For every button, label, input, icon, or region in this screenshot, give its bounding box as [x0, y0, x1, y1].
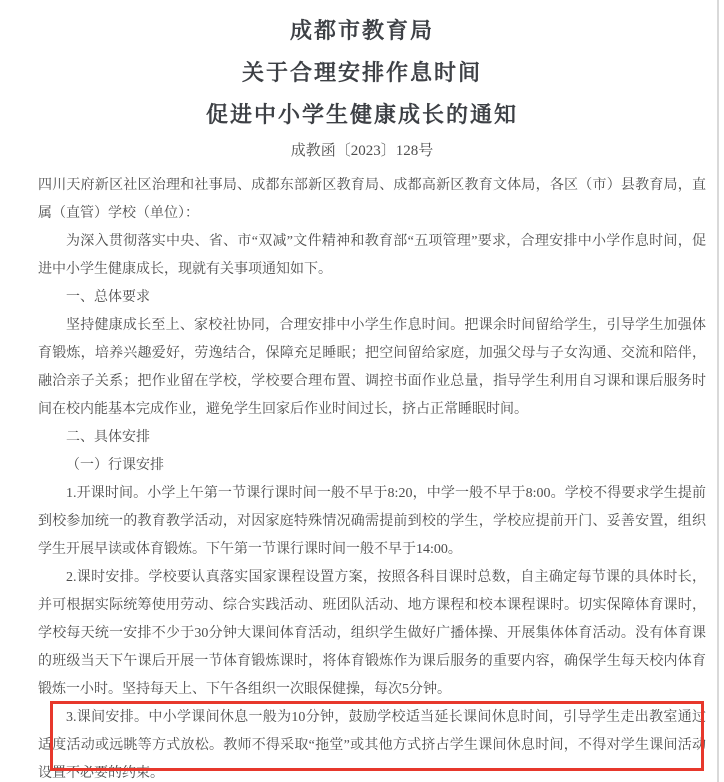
paragraph-recipients: 四川天府新区社区治理和社事局、成都东部新区教育局、成都高新区教育文体局，各区（市）县教育局，直属（直管）学校（单位）： — [38, 178, 706, 221]
doc-title-line-1: 成都市教育局 — [289, 18, 434, 43]
doc-number: 成教函〔2023〕128号 — [290, 143, 434, 159]
heading-class-schedule: （一）行课安排 — [66, 458, 164, 473]
heading-overall-requirements: 一、总体要求 — [66, 290, 150, 305]
page-right-edge-line — [717, 0, 719, 782]
paragraph-break-time-highlighted: 3.课间安排。中小学课间休息一般为10分钟，鼓励学校适当延长课间休息时间，引导学生走出教室通过适度活动或远眺等方式放松。教师不得采取“拖堂”或其他方式挤占学生课间休息时间，不得对学生课间活动设置不必要的约束。 — [38, 710, 706, 781]
paragraph-class-hours: 2.课时安排。学校要认真落实国家课程设置方案，按照各科目课时总数，自主确定每节课的具体时长，并可根据实际统筹使用劳动、综合实践活动、班团队活动、地方课程和校本课程课时。切实保障体育课时，学校每天统一安排不少于30分钟大课间体育活动，组织学生做好广播体操、开展集体体育活动。没有体育课的班级当天下午课后开展一节体育锻炼课时，将体育锻炼作为课后服务的重要内容，确保学生每天校内体育锻炼一小时。坚持每天上、下午各组织一次眼保健操，每次5分钟。 — [38, 570, 706, 697]
paragraph-class-start-time: 1.开课时间。小学上午第一节课行课时间一般不早于8:20，中学一般不早于8:00。学校不得要求学生提前到校参加统一的教育教学活动，对因家庭特殊情况确需提前到校的学生，学校应提前开门、妥善安置，组织学生开展早读或体育锻炼。下午第一节课行课时间一般不早于14:00。 — [38, 486, 706, 557]
doc-title-line-2: 关于合理安排作息时间 — [241, 60, 482, 85]
document-body — [38, 172, 706, 782]
document-header — [0, 0, 724, 166]
paragraph-overall-requirements: 坚持健康成长至上、家校社协同，合理安排中小学生作息时间。把课余时间留给学生，引导学生加强体育锻炼，培养兴趣爱好，劳逸结合，保障充足睡眠；把空间留给家庭，加强父母与子女沟通、交流和陪伴，融洽亲子关系；把作业留在学校，学校要合理布置、调控书面作业总量，指导学生利用自习课和课后服务时间在校内能基本完成作业，避免学生回家后作业时间过长，挤占正常睡眠时间。 — [38, 318, 706, 417]
heading-specific-arrangements: 二、具体安排 — [66, 430, 150, 445]
paragraph-intro: 为深入贯彻落实中央、省、市“双减”文件精神和教育部“五项管理”要求，合理安排中小学作息时间，促进中小学生健康成长，现就有关事项通知如下。 — [38, 234, 706, 277]
doc-title-line-3: 促进中小学生健康成长的通知 — [205, 102, 518, 127]
